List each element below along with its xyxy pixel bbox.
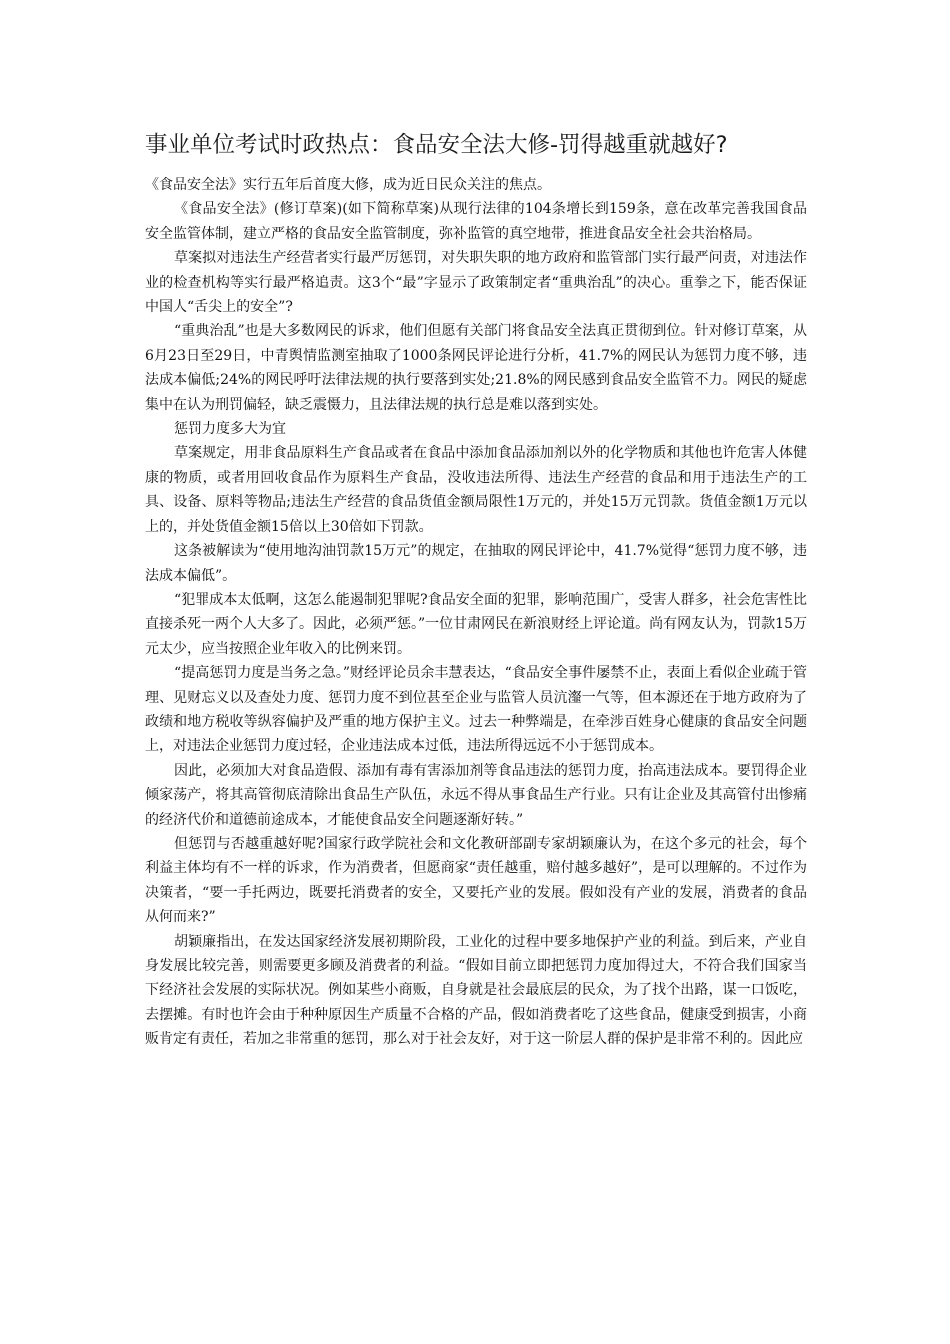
- paragraph: “重典治乱”也是大多数网民的诉求，他们但愿有关部门将食品安全法真正贯彻到位。针对修订草案，从6月23日至29日，中青舆情监测室抽取了1000条网民评论进行分析，41.7%的网民认为惩罚力度不够，违法成本偏低;24%的网民呼吁法律法规的执行要落到实处;21.8%的网民感到食品安全监管不力。网民的疑虑集中在认为刑罚偏轻，缺乏震慑力，且法律法规的执行总是难以落到实处。: [145, 323, 807, 413]
- paragraph: “提高惩罚力度是当务之急。”财经评论员余丰慧表达，“食品安全事件屡禁不止，表面上看似企业疏于管理、见财忘义以及查处力度、惩罚力度不到位甚至企业与监管人员沆瀣一气等，但本源还在于地方政府为了政绩和地方税收等纵容偏护及严重的地方保护主义。过去一种弊端是，在牵涉百姓身心健康的食品安全问题上，对违法企业惩罚力度过轻，企业违法成本过低，违法所得远远不小于惩罚成本。: [145, 665, 807, 755]
- paragraph: 《食品安全法》(修订草案)(如下简称草案)从现行法律的104条增长到159条，意在改革完善我国食品安全监管体制，建立严格的食品安全监管制度，弥补监管的真空地带，推进食品安全社会共治格局。: [145, 201, 807, 242]
- document-body: [145, 173, 807, 1052]
- paragraph: “犯罪成本太低啊，这怎么能遏制犯罪呢?食品安全面的犯罪，影响范围广，受害人群多，社会危害性比直接杀死一两个人大多了。因此，必须严惩。”一位甘肃网民在新浪财经上评论道。尚有网友认为，罚款15万元太少，应当按照企业年收入的比例来罚。: [145, 591, 807, 657]
- paragraph: 因此，必须加大对食品造假、添加有毒有害添加剂等食品违法的惩罚力度，抬高违法成本。要罚得企业倾家荡产，将其高管彻底清除出食品生产队伍，永远不得从事食品生产行业。只有让企业及其高管付出惨痛的经济代价和道德前途成本，才能使食品安全问题逐渐好转。”: [145, 762, 807, 828]
- paragraph: 但惩罚与否越重越好呢?国家行政学院社会和文化教研部副专家胡颖廉认为，在这个多元的社会，每个利益主体均有不一样的诉求，作为消费者，但愿商家“责任越重，赔付越多越好”，是可以理解的。不过作为决策者，“要一手托两边，既要托消费者的安全，又要托产业的发展。假如没有产业的发展，消费者的食品从何而来?”: [145, 835, 807, 926]
- section-heading: 惩罚力度多大为宜: [174, 421, 286, 438]
- document-title: 事业单位考试时政热点：食品安全法大修-罚得越重就越好?: [145, 132, 728, 158]
- paragraph-intro: 《食品安全法》实行五年后首度大修，成为近日民众关注的焦点。: [145, 177, 551, 193]
- paragraph: 草案规定，用非食品原料生产食品或者在食品中添加食品添加剂以外的化学物质和其他也许危害人体健康的物质，或者用回收食品作为原料生产食品，没收违法所得、违法生产经营的食品和用于违法生产的工具、设备、原料等物品;违法生产经营的食品货值金额局限性1万元的，并处15万元罚款。货值金额1万元以上的，并处货值金额15倍以上30倍如下罚款。: [145, 445, 807, 535]
- paragraph: 这条被解读为“使用地沟油罚款15万元”的规定，在抽取的网民评论中，41.7%觉得“惩罚力度不够，违法成本偏低”。: [145, 543, 807, 584]
- paragraph: 胡颖廉指出，在发达国家经济发展初期阶段，工业化的过程中要多地保护产业的利益。到后来，产业自身发展比较完善，则需要更多顾及消费者的利益。“假如目前立即把惩罚力度加得过大，不符合我们国家当下经济社会发展的实际状况。例如某些小商贩，自身就是社会最底层的民众，为了找个出路，谋一口饭吃，去摆摊。有时也许会由于种种原因生产质量不合格的产品，假如消费者吃了这些食品，健康受到损害，小商贩肯定有责任，若加之非常重的惩罚，那么对于社会友好，对于这一阶层人群的保护是非常不利的。因此应: [145, 933, 807, 1048]
- paragraph: 草案拟对违法生产经营者实行最严厉惩罚，对失职失职的地方政府和监管部门实行最严问责，对违法作业的检查机构等实行最严格追责。这3个“最”字显示了政策制定者“重典治乱”的决心。重拳之下，能否保证中国人“舌尖上的安全”?: [145, 250, 807, 316]
